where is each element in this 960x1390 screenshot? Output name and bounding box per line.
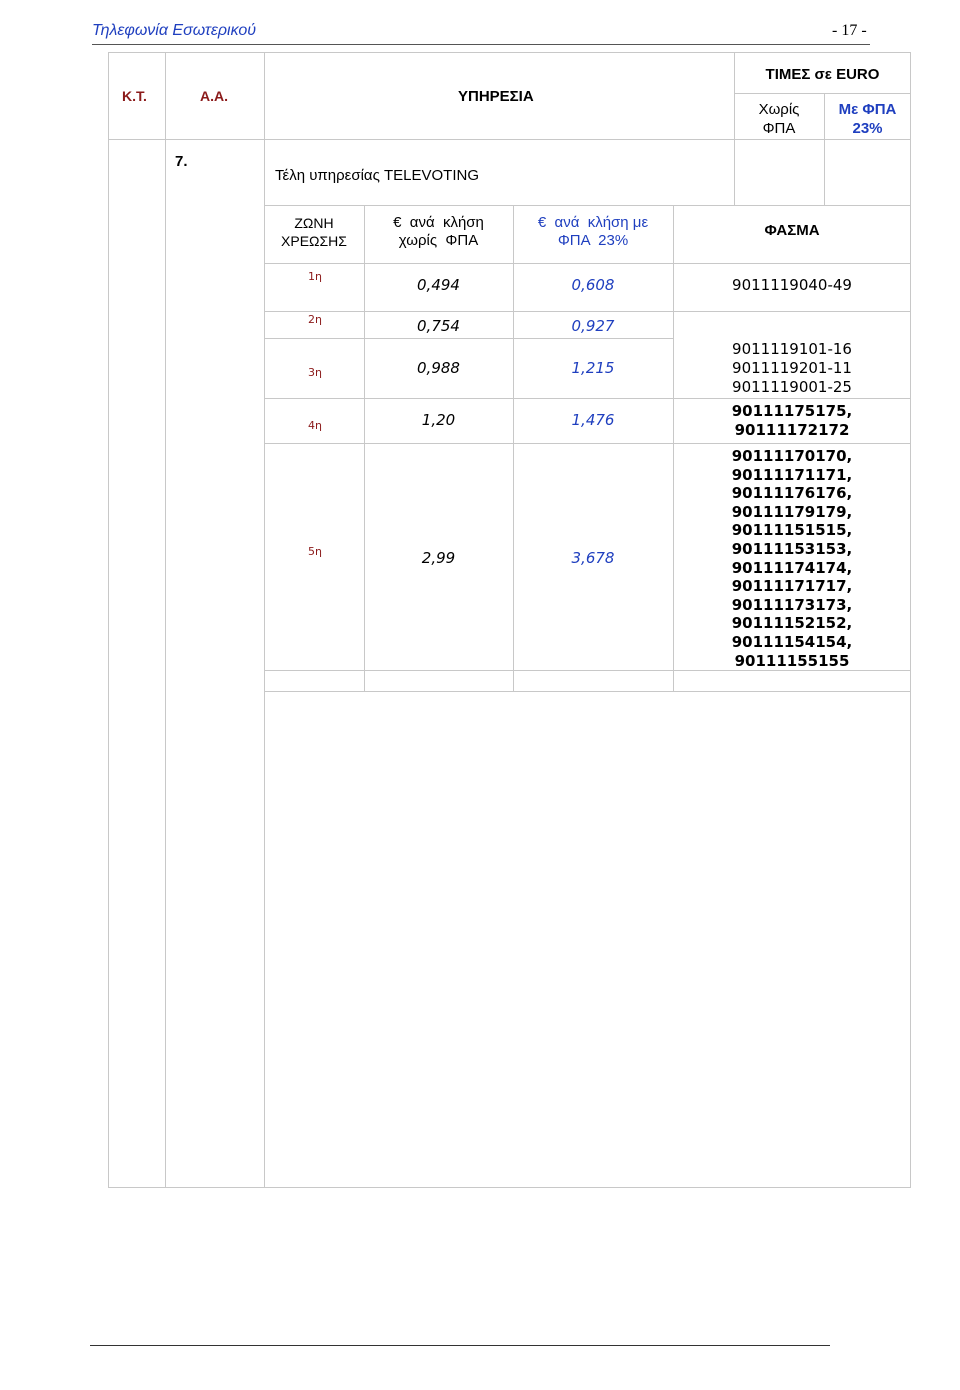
number-range: 9011119101-16 (732, 340, 852, 358)
header-row-divider (108, 139, 911, 140)
zone-divider-5 (264, 670, 911, 671)
service-header: ΥΠΗΡΕΣΙΑ (458, 88, 534, 105)
spectrum-header: ΦΑΣΜΑ (764, 222, 820, 239)
price-with-vat: 1,215 (571, 359, 615, 377)
document-header-title: Τηλεφωνία Εσωτερικού (92, 22, 257, 39)
service-name: Τέλη υπηρεσίας TELEVOTING (275, 167, 480, 184)
number-range: 9011119201-11 (732, 359, 852, 377)
footer-rule (90, 1345, 830, 1346)
number-range: 90111155155 (734, 651, 850, 670)
number-range: 90111171717, (731, 577, 853, 596)
price-with-vat: 3,678 (571, 549, 615, 567)
zone-label: 5η (308, 545, 322, 558)
number-range: 90111151515, (731, 521, 853, 540)
prices-subheader-divider (734, 93, 911, 94)
price-no-vat: 0,494 (417, 276, 460, 294)
with-vat-header (824, 100, 911, 138)
number-range-list (673, 402, 911, 440)
with-vat-line-1: Με ΦΠΑ (838, 101, 897, 118)
prices-header: ΤΙΜΕΣ σε EURO (765, 66, 880, 83)
number-range: 90111176176, (731, 484, 853, 503)
zone-divider-4 (264, 443, 911, 444)
number-range: 90111172172 (734, 421, 850, 439)
zone-divider-3 (264, 398, 911, 399)
number-range: 90111153153, (731, 539, 853, 558)
price-with-vat: 1,476 (571, 411, 615, 429)
zone-divider-1 (264, 311, 911, 312)
number-range: 90111152152, (731, 614, 853, 633)
inner-head-divider (264, 263, 911, 264)
zone-header-line-1: ΖΩΝΗ (294, 215, 334, 231)
no-vat-header (734, 100, 824, 138)
aa-header: Α.Α. (200, 88, 228, 104)
number-range: 90111154154, (731, 632, 853, 651)
zone-label: 3η (308, 366, 322, 379)
page-number: - 17 - (832, 22, 867, 39)
number-range-list (673, 447, 911, 670)
row-number: 7. (175, 153, 188, 170)
per-call-no-vat-header (364, 214, 513, 250)
number-range: 90111173173, (731, 595, 853, 614)
number-range: 9011119040-49 (732, 276, 852, 294)
price-no-vat: 0,754 (417, 317, 460, 335)
price-no-vat: 2,99 (421, 549, 456, 567)
number-range: 90111171171, (731, 465, 853, 484)
zone-divider-2 (264, 338, 674, 339)
per-call-vat-line-2: ΦΠΑ 23% (557, 232, 629, 249)
zone-label: 4η (308, 419, 322, 432)
bottom-row-divider (264, 691, 911, 692)
per-call-no-vat-line-2: χωρίς ΦΠΑ (398, 232, 479, 249)
kt-header: Κ.Τ. (122, 88, 147, 104)
header-rule (92, 44, 870, 45)
price-no-vat: 1,20 (421, 411, 456, 429)
zone-label: 1η (308, 270, 322, 283)
number-range-list (673, 340, 911, 397)
no-vat-line-2: ΦΠΑ (762, 120, 796, 137)
service-row-divider (264, 205, 911, 206)
no-vat-line-1: Χωρίς (758, 101, 800, 118)
zone-label: 2η (308, 313, 322, 326)
number-range: 90111174174, (731, 558, 853, 577)
divider-kt-aa (165, 52, 166, 1188)
per-call-vat-line-1: € ανά κλήση με (537, 214, 649, 231)
per-call-no-vat-line-1: € ανά κλήση (393, 214, 484, 231)
number-range: 90111179179, (731, 502, 853, 521)
with-vat-line-2: 23% (852, 120, 883, 137)
number-range: 90111175175, (731, 402, 853, 420)
price-with-vat: 0,608 (571, 276, 615, 294)
zone-header (264, 214, 364, 250)
price-no-vat: 0,988 (417, 359, 460, 377)
per-call-vat-header (513, 214, 673, 250)
number-range: 90111170170, (731, 447, 853, 465)
number-range: 9011119001-25 (732, 378, 852, 396)
zone-header-line-2: ΧΡΕΩΣΗΣ (281, 233, 347, 249)
price-with-vat: 0,927 (571, 317, 615, 335)
